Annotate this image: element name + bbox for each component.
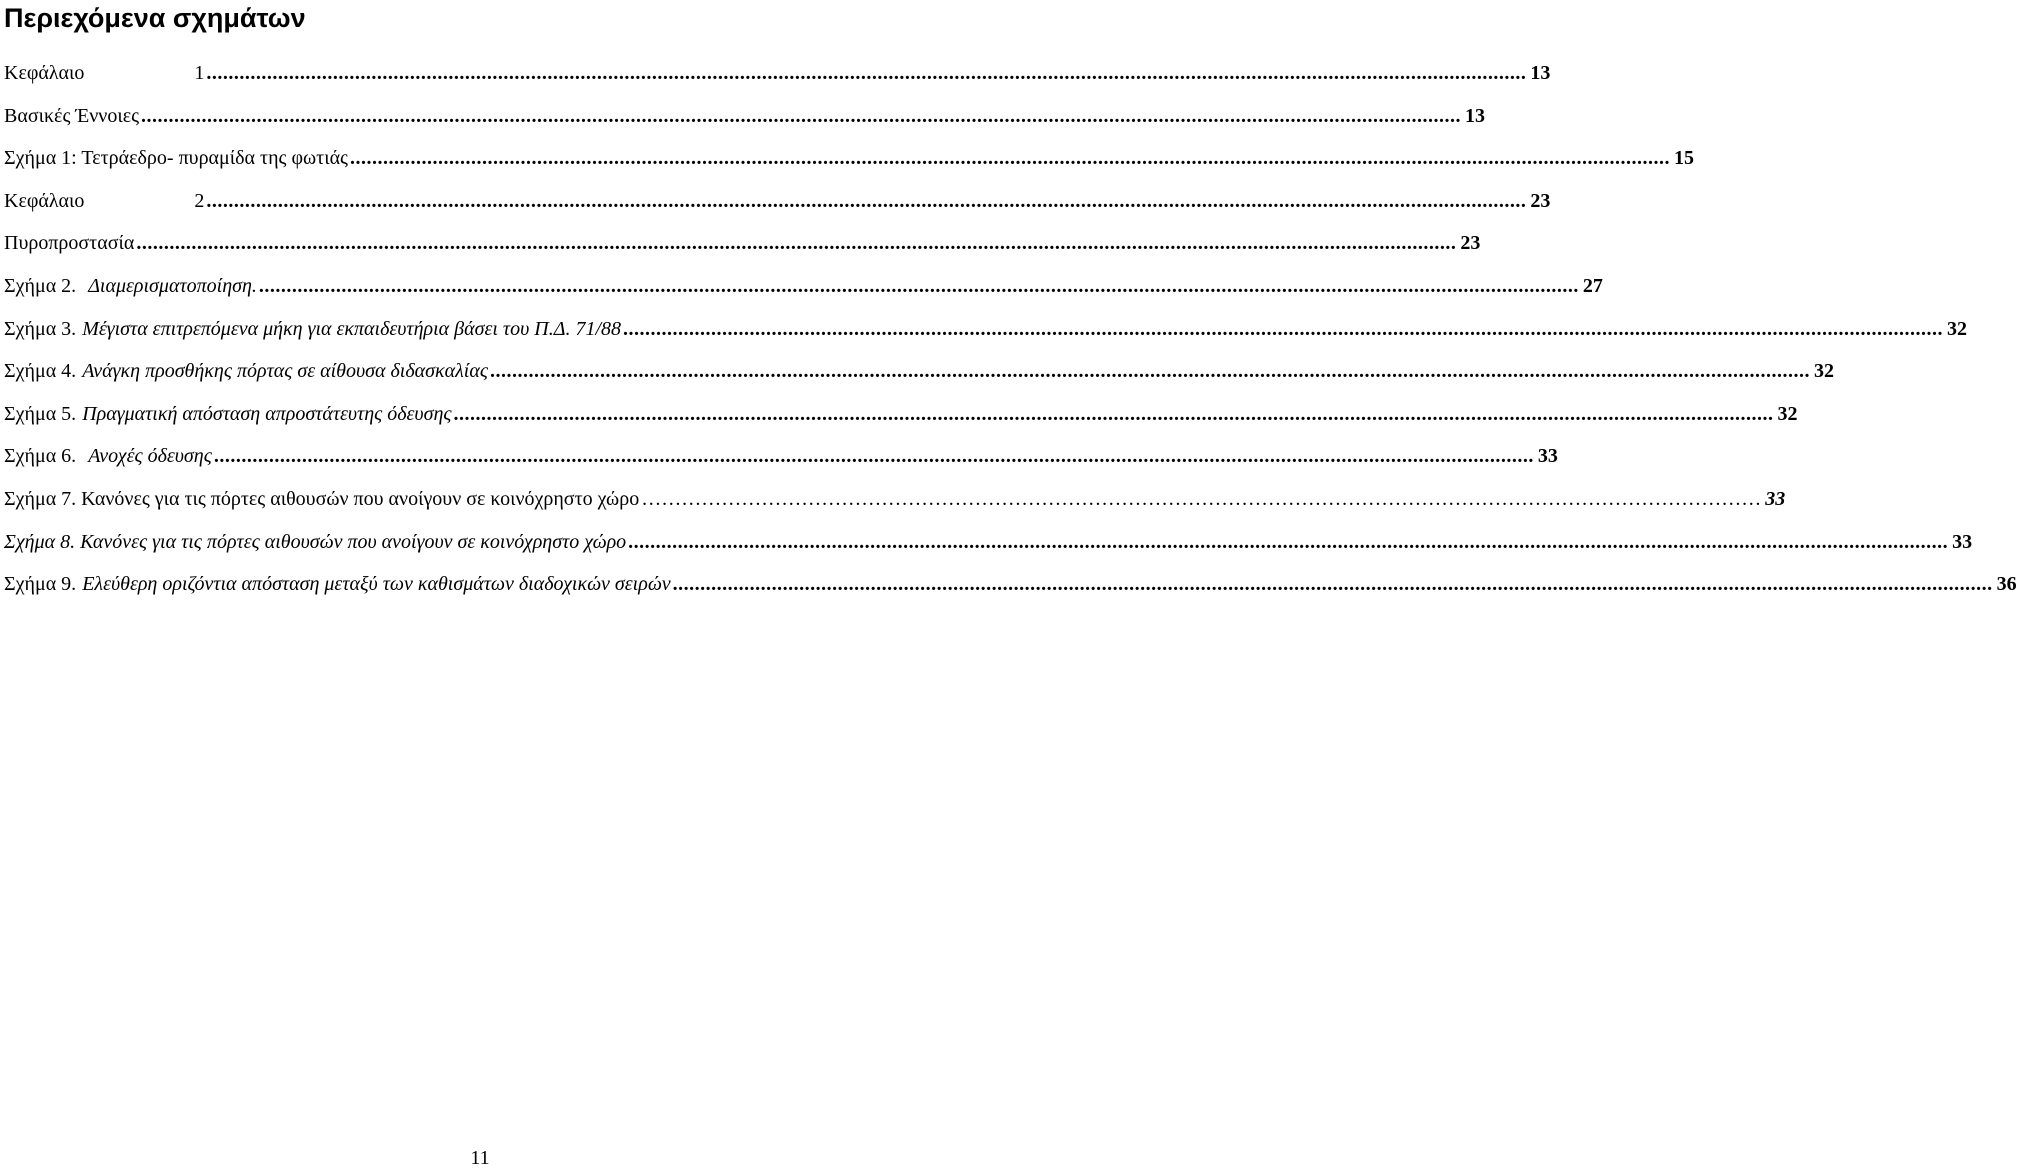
toc-entry-prefix: Πυροπροστασία — [4, 232, 135, 255]
toc-dot-leader — [488, 350, 1810, 393]
toc-entry-prefix: Σχήμα 7. Κανόνες για τις πόρτες αιθουσών που ανοίγουν σε κοινόχρηστο χώρο — [4, 487, 640, 510]
toc-entry-label — [4, 52, 204, 95]
toc-dot-leader — [671, 563, 1993, 606]
toc-entry[interactable] — [4, 563, 2017, 606]
toc-entry-page: 32 — [1947, 317, 1967, 340]
toc-dot-leader — [139, 95, 1461, 138]
toc-entry[interactable] — [4, 222, 1481, 265]
toc-entry-label — [4, 350, 488, 393]
toc-entry-label — [4, 393, 452, 436]
toc-entry-label — [4, 265, 257, 308]
toc-entry-page: 32 — [1813, 360, 1834, 383]
toc-entry-caption: Ελεύθερη οριζόντια απόσταση μεταξύ των καθισμάτων διαδοχικών σειρών — [82, 573, 671, 596]
toc-entry-label — [4, 137, 348, 180]
toc-entry-label — [4, 521, 626, 564]
toc-entry[interactable] — [4, 393, 1798, 436]
toc-entry-page: 33 — [1952, 530, 1973, 553]
toc-entry-prefix: Σχήμα 4. — [4, 360, 77, 383]
toc-entry-label — [4, 222, 134, 265]
toc-entry-label — [4, 478, 639, 521]
toc-entry[interactable] — [4, 478, 1786, 521]
page-number: 11 — [470, 1147, 490, 1169]
toc-entry-prefix: Σχήμα 6. — [4, 445, 77, 468]
toc-entry-page: 33 — [1765, 487, 1786, 510]
toc-entry-prefix: Σχήμα 2. — [4, 274, 77, 297]
toc-dot-leader — [639, 478, 1761, 521]
toc-entry-caption: Μέγιστα επιτρεπόμενα μήκη για εκπαιδευτήρια βάσει του Π.Δ. 71/88 — [82, 317, 621, 340]
toc-dot-leader — [204, 180, 1526, 223]
toc-entry-number: 2 — [194, 189, 205, 212]
toc-entry-label — [4, 95, 139, 138]
toc-entry-caption: Ανοχές όδευσης — [88, 445, 212, 468]
toc-entry-prefix: Σχήμα 5. — [4, 402, 77, 425]
toc-entry[interactable] — [4, 265, 1603, 308]
toc-entry-prefix: Σχήμα 9. — [4, 573, 77, 596]
toc-entry-page: 23 — [1460, 232, 1481, 255]
toc-dot-leader — [212, 435, 1534, 478]
toc-entry-prefix: Βασικές Έννοιες — [4, 104, 140, 127]
toc-entry-page: 23 — [1530, 189, 1551, 212]
table-of-figures — [4, 52, 2017, 606]
toc-entry-page: 36 — [1996, 573, 2017, 596]
toc-dot-leader — [134, 222, 1456, 265]
page-title: Περιεχόμενα σχημάτων — [4, 3, 306, 33]
toc-entry-page: 32 — [1777, 402, 1798, 425]
toc-entry-label — [4, 308, 621, 351]
toc-dot-leader — [204, 52, 1526, 95]
toc-entry-label — [4, 435, 212, 478]
toc-dot-leader — [621, 308, 1943, 351]
toc-entry-page: 33 — [1537, 445, 1558, 468]
toc-entry-page: 13 — [1530, 62, 1551, 84]
toc-entry-caption: Ανάγκη προσθήκης πόρτας σε αίθουσα διδασκαλίας — [82, 360, 488, 383]
toc-entry-caption: Σχήμα 8. Κανόνες για τις πόρτες αιθουσών που ανοίγουν σε κοινόχρηστο χώρο — [4, 530, 627, 553]
toc-entry-prefix: Σχήμα 3. — [4, 317, 77, 340]
toc-entry-label — [4, 180, 204, 223]
toc-entry[interactable] — [4, 137, 1694, 180]
toc-entry[interactable] — [4, 52, 1551, 95]
toc-entry[interactable] — [4, 350, 1834, 393]
toc-entry-caption: Πραγματική απόσταση απροστάτευτης όδευσης — [82, 402, 452, 425]
toc-dot-leader — [626, 521, 1948, 564]
toc-entry-caption: Διαμερισματοποίηση. — [88, 274, 257, 297]
toc-dot-leader — [348, 137, 1670, 180]
toc-entry-page: 13 — [1465, 104, 1486, 127]
toc-entry-prefix: Κεφάλαιο — [4, 189, 85, 212]
toc-entry-page: 27 — [1582, 274, 1603, 297]
toc-entry-label — [4, 563, 671, 606]
toc-dot-leader — [257, 265, 1579, 308]
toc-entry-prefix: Σχήμα 1: Τετράεδρο- πυραμίδα της φωτιάς — [4, 147, 348, 170]
toc-entry-number: 1 — [194, 62, 205, 84]
toc-entry-prefix: Κεφάλαιο — [4, 62, 85, 84]
toc-entry[interactable] — [4, 180, 1551, 223]
toc-dot-leader — [452, 393, 1774, 436]
toc-entry[interactable] — [4, 521, 1973, 564]
toc-entry[interactable] — [4, 435, 1558, 478]
toc-entry[interactable] — [4, 95, 1486, 138]
toc-entry-page: 15 — [1673, 147, 1694, 170]
toc-entry[interactable] — [4, 308, 1967, 351]
